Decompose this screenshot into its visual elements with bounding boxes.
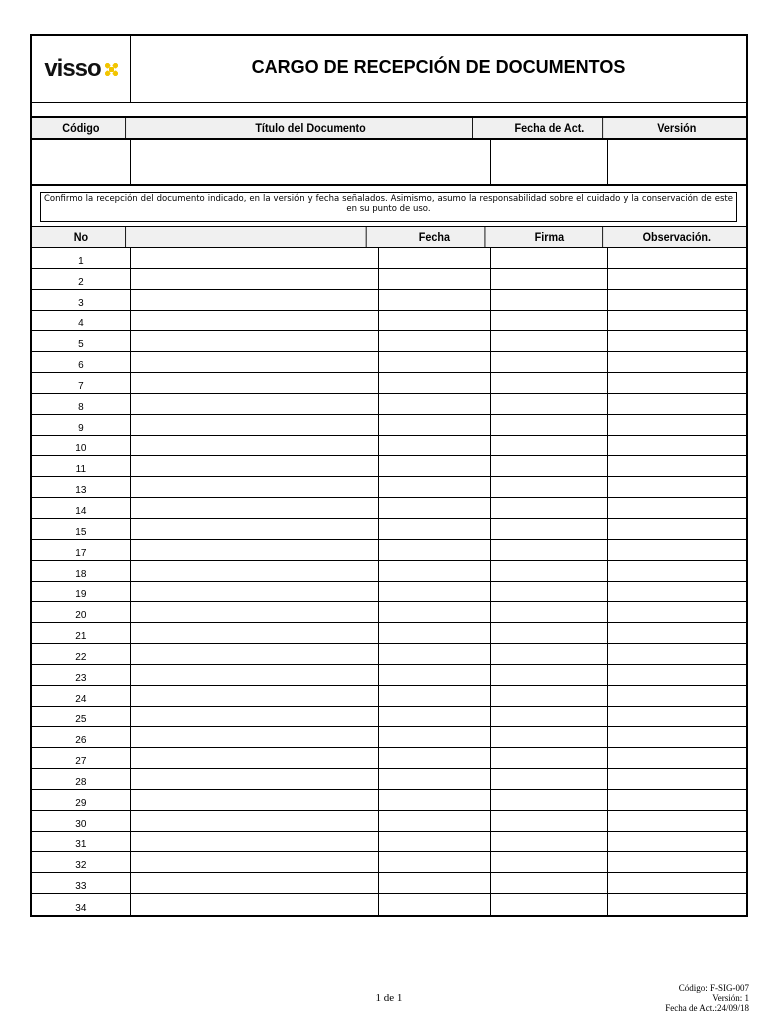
firma-cell[interactable] xyxy=(491,748,609,768)
name-cell[interactable] xyxy=(131,623,379,643)
observacion-cell[interactable] xyxy=(608,436,746,456)
fecha-cell[interactable] xyxy=(379,436,491,456)
observacion-cell[interactable] xyxy=(608,644,746,664)
row-number: 2 xyxy=(32,269,131,289)
col-fecha-act: Fecha de Act. xyxy=(497,118,603,138)
table-row xyxy=(32,623,746,644)
firma-cell[interactable] xyxy=(491,415,609,435)
row-number: 4 xyxy=(32,311,131,331)
col-fecha: Fecha xyxy=(385,227,486,247)
observacion-cell[interactable] xyxy=(608,582,746,602)
firma-cell[interactable] xyxy=(491,290,609,310)
observacion-cell[interactable] xyxy=(608,727,746,747)
table-row xyxy=(32,748,746,769)
observacion-cell[interactable] xyxy=(608,623,746,643)
confirmation-text: Confirmo la recepción del documento indicado, en la versión y fecha señalados. Asimismo, asumo la responsabilidad sobre el cuidado y la conservación de este en su punto de uso. xyxy=(40,192,737,222)
fecha-cell[interactable] xyxy=(379,519,491,539)
firma-cell[interactable] xyxy=(491,477,609,497)
name-cell[interactable] xyxy=(131,415,379,435)
name-cell[interactable] xyxy=(131,248,379,268)
fecha-cell[interactable] xyxy=(379,748,491,768)
fecha-cell[interactable] xyxy=(379,602,491,622)
fecha-cell[interactable] xyxy=(379,790,491,810)
page-number: 1 de 1 xyxy=(375,992,403,1004)
firma-cell[interactable] xyxy=(491,894,609,915)
codigo-field[interactable] xyxy=(32,140,131,184)
name-cell[interactable] xyxy=(131,352,379,372)
col-codigo: Código xyxy=(37,118,126,138)
table-row xyxy=(32,561,746,582)
col-firma: Firma xyxy=(497,227,603,247)
table-row xyxy=(32,686,746,707)
fecha-cell[interactable] xyxy=(379,665,491,685)
observacion-cell[interactable] xyxy=(608,665,746,685)
firma-cell[interactable] xyxy=(491,665,609,685)
row-number: 1 xyxy=(32,248,131,268)
observacion-cell[interactable] xyxy=(608,477,746,497)
name-cell[interactable] xyxy=(131,602,379,622)
fecha-cell[interactable] xyxy=(379,852,491,872)
firma-cell[interactable] xyxy=(491,852,609,872)
observacion-cell[interactable] xyxy=(608,852,746,872)
table-row xyxy=(32,894,746,915)
row-number: 32 xyxy=(32,852,131,872)
spacer-row xyxy=(32,103,746,118)
firma-cell[interactable] xyxy=(491,686,609,706)
row-number: 19 xyxy=(32,582,131,602)
fecha-cell[interactable] xyxy=(379,477,491,497)
logo-text: visso xyxy=(44,55,101,82)
form-sheet xyxy=(30,34,748,917)
firma-cell[interactable] xyxy=(491,561,609,581)
row-number: 30 xyxy=(32,811,131,831)
table-row xyxy=(32,456,746,477)
name-cell[interactable] xyxy=(131,373,379,393)
firma-cell[interactable] xyxy=(491,331,609,351)
firma-cell[interactable] xyxy=(491,623,609,643)
firma-cell[interactable] xyxy=(491,873,609,893)
table-row xyxy=(32,811,746,832)
name-cell[interactable] xyxy=(131,748,379,768)
row-number: 5 xyxy=(32,331,131,351)
table-row xyxy=(32,415,746,436)
col-titulo: Título del Documento xyxy=(149,118,473,138)
table-row xyxy=(32,852,746,873)
firma-cell[interactable] xyxy=(491,790,609,810)
row-number: 20 xyxy=(32,602,131,622)
observacion-cell[interactable] xyxy=(608,456,746,476)
firma-cell[interactable] xyxy=(491,248,609,268)
observacion-cell[interactable] xyxy=(608,290,746,310)
table-row xyxy=(32,394,746,415)
logo-cell xyxy=(32,36,131,102)
firma-cell[interactable] xyxy=(491,644,609,664)
col-observacion: Observación. xyxy=(642,230,712,244)
firma-cell[interactable] xyxy=(491,436,609,456)
fecha-cell[interactable] xyxy=(379,623,491,643)
observacion-cell[interactable] xyxy=(608,269,746,289)
table-row xyxy=(32,477,746,498)
table-row xyxy=(32,832,746,853)
confirmation-area xyxy=(32,186,746,227)
form-title: CARGO DE RECEPCIÓN DE DOCUMENTOS xyxy=(251,56,626,77)
observacion-cell[interactable] xyxy=(608,415,746,435)
table-row xyxy=(32,602,746,623)
fecha-cell[interactable] xyxy=(379,561,491,581)
table-row xyxy=(32,373,746,394)
row-number: 25 xyxy=(32,707,131,727)
firma-cell[interactable] xyxy=(491,811,609,831)
name-cell[interactable] xyxy=(131,561,379,581)
name-cell[interactable] xyxy=(131,331,379,351)
observacion-cell[interactable] xyxy=(608,707,746,727)
row-number: 29 xyxy=(32,790,131,810)
col-nombre xyxy=(143,227,366,247)
fecha-cell[interactable] xyxy=(379,727,491,747)
receipt-table-header xyxy=(32,227,746,248)
name-cell[interactable] xyxy=(131,582,379,602)
observacion-cell[interactable] xyxy=(608,769,746,789)
observacion-cell[interactable] xyxy=(608,748,746,768)
observacion-cell[interactable] xyxy=(608,790,746,810)
logo-cross-icon xyxy=(105,63,118,76)
table-row xyxy=(32,769,746,790)
name-cell[interactable] xyxy=(131,269,379,289)
footer-date: Fecha de Act.:24/09/18 xyxy=(665,1003,749,1013)
name-cell[interactable] xyxy=(131,498,379,518)
row-number: 14 xyxy=(32,498,131,518)
table-row xyxy=(32,707,746,728)
observacion-cell[interactable] xyxy=(608,331,746,351)
fecha-cell[interactable] xyxy=(379,686,491,706)
firma-cell[interactable] xyxy=(491,311,609,331)
firma-cell[interactable] xyxy=(491,519,609,539)
firma-cell[interactable] xyxy=(491,707,609,727)
row-number: 10 xyxy=(32,436,131,456)
table-row xyxy=(32,498,746,519)
footer-version: Versión: 1 xyxy=(712,993,749,1003)
table-row xyxy=(32,436,746,457)
observacion-cell[interactable] xyxy=(608,373,746,393)
observacion-cell[interactable] xyxy=(608,519,746,539)
name-cell[interactable] xyxy=(131,311,379,331)
fecha-cell[interactable] xyxy=(379,248,491,268)
fecha-cell[interactable] xyxy=(379,373,491,393)
row-number: 27 xyxy=(32,748,131,768)
receipt-table-body xyxy=(32,248,746,915)
observacion-cell[interactable] xyxy=(608,686,746,706)
name-cell[interactable] xyxy=(131,644,379,664)
fecha-cell[interactable] xyxy=(379,582,491,602)
row-number: 26 xyxy=(32,727,131,747)
name-cell[interactable] xyxy=(131,727,379,747)
name-cell[interactable] xyxy=(131,540,379,560)
observacion-cell[interactable] xyxy=(608,832,746,852)
row-number: 9 xyxy=(32,415,131,435)
firma-cell[interactable] xyxy=(491,727,609,747)
row-number: 21 xyxy=(32,623,131,643)
name-cell[interactable] xyxy=(131,811,379,831)
table-row xyxy=(32,644,746,665)
fecha-cell[interactable] xyxy=(379,331,491,351)
visso-logo xyxy=(44,55,117,83)
table-row xyxy=(32,248,746,269)
table-row xyxy=(32,290,746,311)
observacion-cell[interactable] xyxy=(608,873,746,893)
table-row xyxy=(32,331,746,352)
row-number: 7 xyxy=(32,373,131,393)
observacion-cell[interactable] xyxy=(608,561,746,581)
name-cell[interactable] xyxy=(131,852,379,872)
name-cell[interactable] xyxy=(131,436,379,456)
observacion-cell[interactable] xyxy=(608,602,746,622)
firma-cell[interactable] xyxy=(491,832,609,852)
fecha-cell[interactable] xyxy=(379,311,491,331)
row-number: 31 xyxy=(32,832,131,852)
fecha-cell[interactable] xyxy=(379,415,491,435)
table-row xyxy=(32,311,746,332)
name-cell[interactable] xyxy=(131,477,379,497)
row-number: 17 xyxy=(32,540,131,560)
row-number: 18 xyxy=(32,561,131,581)
table-row xyxy=(32,269,746,290)
name-cell[interactable] xyxy=(131,456,379,476)
fecha-cell[interactable] xyxy=(379,707,491,727)
fecha-act-field[interactable] xyxy=(491,140,609,184)
table-row xyxy=(32,873,746,894)
row-number: 15 xyxy=(32,519,131,539)
table-row xyxy=(32,665,746,686)
row-number: 24 xyxy=(32,686,131,706)
name-cell[interactable] xyxy=(131,894,379,915)
fecha-cell[interactable] xyxy=(379,456,491,476)
row-number: 22 xyxy=(32,644,131,664)
fecha-cell[interactable] xyxy=(379,644,491,664)
table-row xyxy=(32,352,746,373)
firma-cell[interactable] xyxy=(491,602,609,622)
observacion-cell[interactable] xyxy=(608,894,746,915)
name-cell[interactable] xyxy=(131,665,379,685)
firma-cell[interactable] xyxy=(491,456,609,476)
table-row xyxy=(32,540,746,561)
row-number: 6 xyxy=(32,352,131,372)
titulo-field[interactable] xyxy=(131,140,491,184)
observacion-cell[interactable] xyxy=(608,311,746,331)
col-no: No xyxy=(37,227,126,247)
firma-cell[interactable] xyxy=(491,498,609,518)
firma-cell[interactable] xyxy=(491,769,609,789)
table-row xyxy=(32,582,746,603)
table-row xyxy=(32,519,746,540)
fecha-cell[interactable] xyxy=(379,394,491,414)
name-cell[interactable] xyxy=(131,769,379,789)
observacion-cell[interactable] xyxy=(608,540,746,560)
row-number: 33 xyxy=(32,873,131,893)
fecha-cell[interactable] xyxy=(379,540,491,560)
fecha-cell[interactable] xyxy=(379,832,491,852)
document-table-row xyxy=(32,140,746,186)
row-number: 8 xyxy=(32,394,131,414)
row-number: 3 xyxy=(32,290,131,310)
fecha-cell[interactable] xyxy=(379,290,491,310)
firma-cell[interactable] xyxy=(491,352,609,372)
observacion-cell[interactable] xyxy=(608,394,746,414)
fecha-cell[interactable] xyxy=(379,352,491,372)
row-number: 13 xyxy=(32,477,131,497)
document-control-info xyxy=(665,983,749,1013)
table-row xyxy=(32,727,746,748)
firma-cell[interactable] xyxy=(491,540,609,560)
row-number: 23 xyxy=(32,665,131,685)
fecha-cell[interactable] xyxy=(379,498,491,518)
name-cell[interactable] xyxy=(131,290,379,310)
name-cell[interactable] xyxy=(131,873,379,893)
fecha-cell[interactable] xyxy=(379,769,491,789)
name-cell[interactable] xyxy=(131,832,379,852)
document-table-header xyxy=(32,118,746,140)
name-cell[interactable] xyxy=(131,394,379,414)
observacion-cell[interactable] xyxy=(608,811,746,831)
name-cell[interactable] xyxy=(131,790,379,810)
row-number: 28 xyxy=(32,769,131,789)
name-cell[interactable] xyxy=(131,707,379,727)
firma-cell[interactable] xyxy=(491,394,609,414)
row-number: 11 xyxy=(32,456,131,476)
fecha-cell[interactable] xyxy=(379,811,491,831)
fecha-cell[interactable] xyxy=(379,873,491,893)
observacion-cell[interactable] xyxy=(608,248,746,268)
footer-code: Código: F-SIG-007 xyxy=(678,983,749,993)
name-cell[interactable] xyxy=(131,519,379,539)
observacion-cell[interactable] xyxy=(608,352,746,372)
firma-cell[interactable] xyxy=(491,269,609,289)
firma-cell[interactable] xyxy=(491,373,609,393)
firma-cell[interactable] xyxy=(491,582,609,602)
col-version: Versión xyxy=(657,121,697,135)
row-number: 34 xyxy=(32,894,131,915)
form-header xyxy=(32,36,746,103)
fecha-cell[interactable] xyxy=(379,894,491,915)
name-cell[interactable] xyxy=(131,686,379,706)
observacion-cell[interactable] xyxy=(608,498,746,518)
table-row xyxy=(32,790,746,811)
fecha-cell[interactable] xyxy=(379,269,491,289)
version-field[interactable] xyxy=(608,140,746,184)
